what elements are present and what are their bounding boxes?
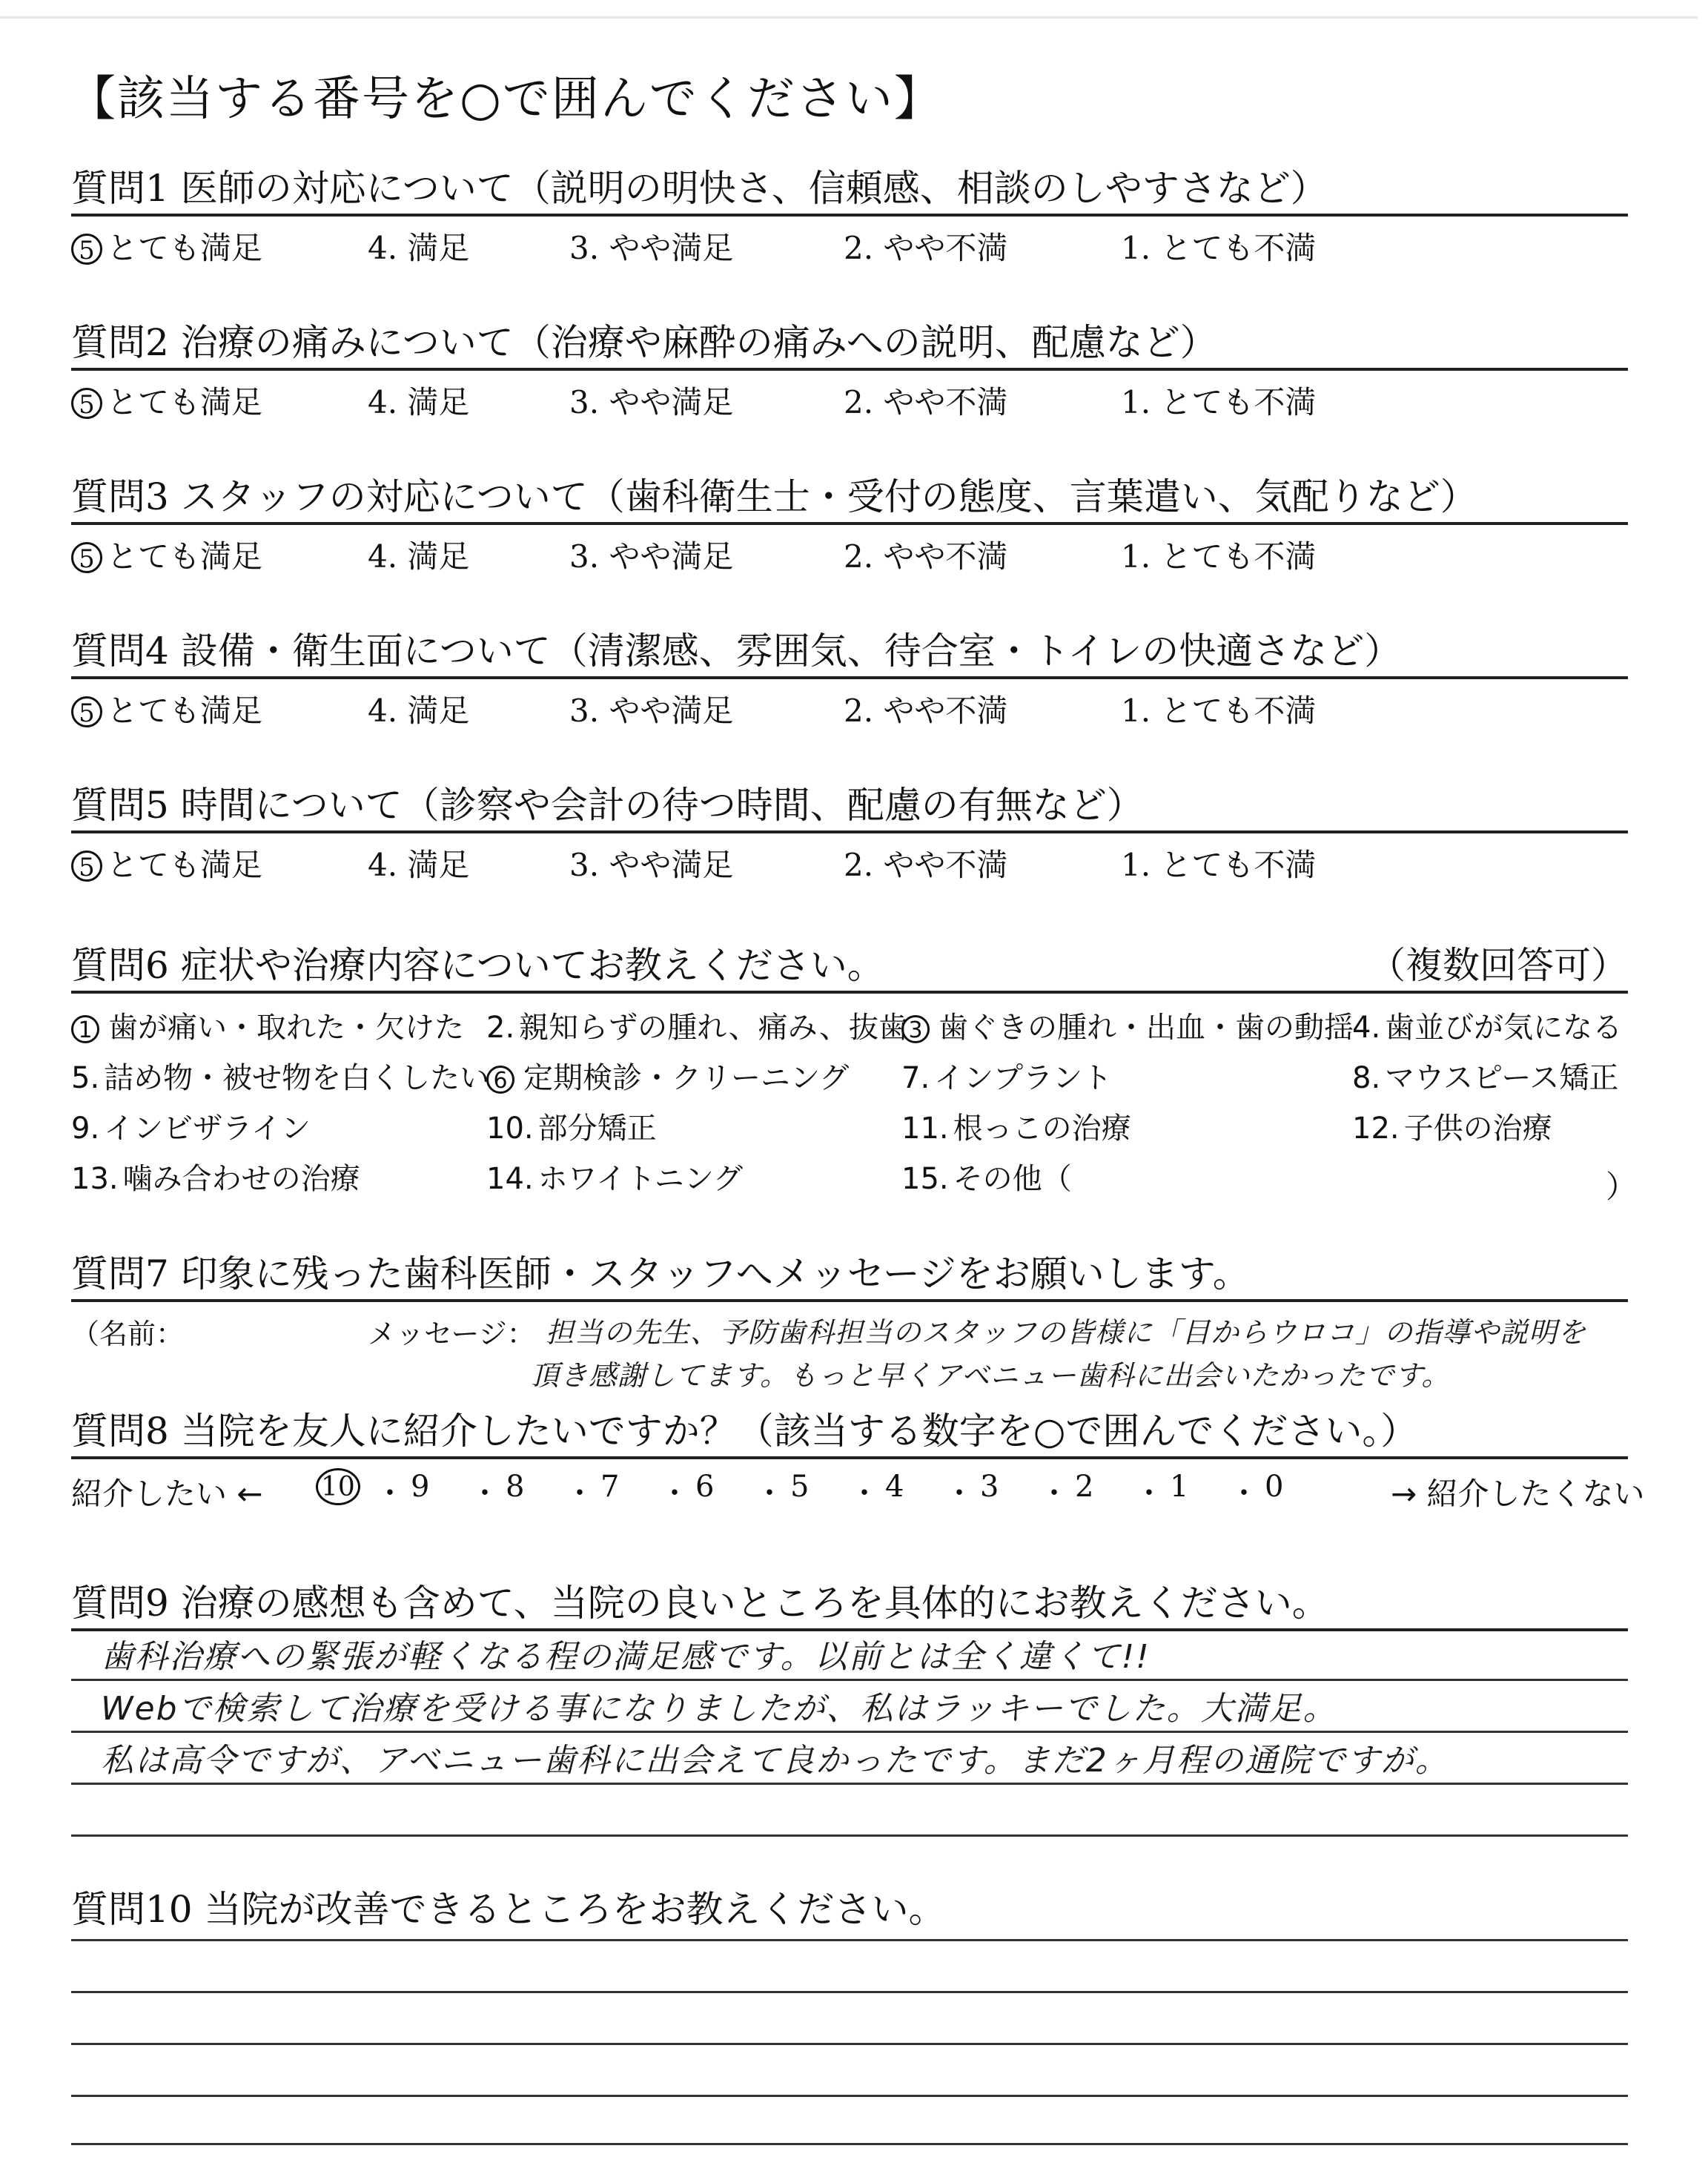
rating-option[interactable]: [844, 841, 1007, 885]
rating-option-label: 3. やや満足: [569, 693, 734, 729]
question-6-rule: [71, 991, 1628, 994]
rating-option-label: 3. やや満足: [569, 847, 734, 883]
rating-option-label: 3. やや満足: [569, 538, 734, 575]
rating-option-label: とても満足: [107, 230, 263, 266]
answer-line-1: 歯科治療への緊張が軽くなる程の満足感です。以前とは全く違くて!!: [101, 1638, 1151, 1676]
symptom-option[interactable]: [71, 1004, 464, 1046]
scale-separator: ・: [1229, 1476, 1259, 1510]
question-1: [71, 159, 1628, 270]
scale-value[interactable]: 5: [790, 1470, 810, 1504]
message-line-1: 担当の先生、予防歯科担当のスタッフの皆様に「目からウロコ」の指導や説明を: [546, 1316, 1587, 1349]
q10-rule-3: [71, 2043, 1628, 2045]
question-1-title: 質問1 医師の対応について（説明の明快さ、信頼感、相談のしやすさなど）: [71, 167, 1328, 210]
option-number: 10.: [486, 1112, 534, 1146]
scale-value-circled[interactable]: 10: [316, 1468, 360, 1505]
circled-number: 5: [71, 234, 102, 265]
rating-option-label: 2. やや不満: [844, 847, 1008, 883]
option-number: 11.: [901, 1112, 949, 1146]
option-number: 5.: [71, 1061, 100, 1095]
rating-option-label: とても満足: [107, 693, 263, 729]
rating-option-label: 1. とても不満: [1121, 230, 1317, 266]
question-7: [71, 1244, 1628, 1393]
question-8-title: 質問8 当院を友人に紹介したいですか？（該当する数字を○で囲んでください。）: [71, 1410, 1418, 1453]
answer-rule-4: [71, 1834, 1628, 1837]
recommend-right-label: → 紹介したくない: [1391, 1476, 1645, 1512]
symptom-option-label: 根っこの治療: [953, 1112, 1131, 1146]
message-line-2: 頂き感謝してます。もっと早くアベニュー歯科に出会いたかったです。: [531, 1359, 1451, 1392]
rating-option-label: 1. とても不満: [1121, 538, 1317, 575]
option-number: 2.: [486, 1011, 515, 1045]
question-7-rule: [71, 1299, 1628, 1302]
symptom-option[interactable]: [71, 1105, 311, 1147]
rating-option-label: 1. とても不満: [1121, 847, 1317, 883]
rating-option[interactable]: [71, 687, 262, 731]
scale-separator: ・: [565, 1476, 595, 1510]
question-4-rule: [71, 676, 1628, 679]
circled-number: 6: [486, 1066, 514, 1094]
symptom-option-label: 子供の治療: [1403, 1112, 1552, 1146]
symptom-option[interactable]: [486, 1105, 657, 1147]
rating-option-label: 4. 満足: [368, 847, 470, 883]
rating-option[interactable]: [1121, 687, 1316, 731]
question-6-title: 質問6 症状や治療内容についてお教えください。: [71, 944, 884, 987]
rating-option[interactable]: [569, 378, 733, 423]
question-6: [71, 936, 1638, 1232]
question-4-title: 質問4 設備・衛生面について（清潔感、雰囲気、待合室・トイレの快適さなど）: [71, 630, 1402, 673]
symptom-option[interactable]: [901, 1105, 1131, 1147]
q10-rule-5: [71, 2143, 1628, 2145]
rating-option[interactable]: [569, 687, 733, 731]
question-2-title: 質問2 治療の痛みについて（治療や麻酔の痛みへの説明、配慮など）: [71, 321, 1217, 364]
option-number: 7.: [901, 1061, 930, 1095]
question-2-rule: [71, 368, 1628, 371]
question-4: [71, 621, 1628, 733]
scale-separator: ・: [375, 1476, 405, 1510]
symptom-option[interactable]: [1352, 1105, 1552, 1147]
rating-option[interactable]: [844, 378, 1007, 423]
scale-value[interactable]: 9: [411, 1470, 430, 1504]
question-5: [71, 776, 1628, 887]
circled-number: 5: [71, 388, 102, 419]
rating-option-label: 4. 満足: [368, 538, 470, 575]
rating-option[interactable]: [844, 224, 1007, 268]
symptom-option[interactable]: [1352, 1004, 1622, 1046]
scale-value[interactable]: 4: [885, 1470, 904, 1504]
scale-separator: ・: [1134, 1476, 1164, 1510]
option-number: 4.: [1352, 1011, 1381, 1045]
symptom-option[interactable]: [71, 1054, 489, 1097]
symptom-option[interactable]: [901, 1054, 1112, 1097]
symptom-option-label: その他（: [953, 1162, 1072, 1196]
answer-rule-3: [71, 1783, 1628, 1785]
symptom-option-label: 親知らずの腫れ、痛み、抜歯: [519, 1011, 908, 1045]
question-2: [71, 313, 1628, 424]
rating-option[interactable]: [368, 224, 469, 268]
question-7-title: 質問7 印象に残った歯科医師・スタッフへメッセージをお願いします。: [71, 1252, 1250, 1295]
symptom-option[interactable]: [486, 1155, 743, 1198]
rating-option-label: 2. やや不満: [844, 693, 1008, 729]
symptom-option-label: 歯が痛い・取れた・欠けた: [108, 1011, 464, 1045]
q10-rule-4: [71, 2095, 1628, 2097]
rating-option[interactable]: [1121, 841, 1316, 885]
answer-line-2: Webで検索して治療を受ける事になりましたが、私はラッキーでした。大満足。: [101, 1690, 1337, 1728]
circled-number: 5: [71, 851, 102, 882]
rating-option-label: 4. 満足: [368, 384, 470, 420]
scale-value[interactable]: 0: [1265, 1470, 1284, 1504]
answer-rule-2: [71, 1731, 1628, 1733]
symptom-option[interactable]: [486, 1004, 908, 1046]
rating-option-label: 4. 満足: [368, 693, 470, 729]
rating-option-label: 3. やや満足: [569, 230, 734, 266]
scan-edge: [0, 16, 1698, 19]
option-number: 8.: [1352, 1061, 1381, 1095]
circled-number: 3: [901, 1015, 930, 1043]
symptom-option-label: 噛み合わせの治療: [122, 1162, 360, 1196]
rating-option[interactable]: [569, 841, 733, 885]
question-8: [71, 1401, 1645, 1513]
symptom-option-label: 部分矯正: [537, 1112, 657, 1146]
rating-option[interactable]: [569, 532, 733, 577]
symptom-option-label: ホワイトニング: [537, 1162, 744, 1196]
rating-option-label: 1. とても不満: [1121, 384, 1317, 420]
question-1-rule: [71, 214, 1628, 217]
scale-value[interactable]: 2: [1075, 1470, 1094, 1504]
page-header: 【該当する番号を○で囲んでください】: [68, 72, 943, 127]
rating-option[interactable]: [1121, 532, 1316, 577]
scale-separator: ・: [755, 1476, 784, 1510]
option-number: 13.: [71, 1162, 119, 1196]
rating-option[interactable]: [368, 532, 469, 577]
rating-option[interactable]: [368, 841, 469, 885]
rating-option-label: とても満足: [107, 384, 263, 420]
answer-rule-1: [71, 1679, 1628, 1681]
other-close-paren: ）: [1606, 1169, 1638, 1205]
scale-value[interactable]: 3: [980, 1470, 999, 1504]
question-5-rule: [71, 830, 1628, 833]
scale-separator: ・: [944, 1476, 974, 1510]
scale-value[interactable]: 7: [600, 1470, 620, 1504]
symptom-option[interactable]: [901, 1155, 1072, 1198]
option-number: 15.: [901, 1162, 949, 1196]
rating-option[interactable]: [1121, 378, 1316, 423]
circled-number: 5: [71, 542, 102, 573]
rating-option-label: とても満足: [107, 847, 263, 883]
rating-option[interactable]: [1121, 224, 1316, 268]
rating-option[interactable]: [844, 687, 1007, 731]
rating-option-label: 3. やや満足: [569, 384, 734, 420]
rating-option[interactable]: [569, 224, 733, 268]
rating-option-label: 4. 満足: [368, 230, 470, 266]
symptom-option-label: 歯ぐきの腫れ・出血・歯の動揺: [939, 1011, 1354, 1045]
rating-option-label: 2. やや不満: [844, 230, 1008, 266]
circled-number: 5: [71, 696, 102, 727]
symptom-option-label: インビザライン: [104, 1112, 311, 1146]
rating-option[interactable]: [71, 841, 262, 885]
q10-rule-1: [71, 1939, 1628, 1941]
rating-option-label: 1. とても不満: [1121, 693, 1317, 729]
question-10-title: 質問10 当院が改善できるところをお教えください。: [71, 1888, 946, 1931]
name-label: （名前：: [71, 1318, 185, 1350]
symptom-option[interactable]: [71, 1155, 360, 1198]
symptom-option-label: 歯並びが気になる: [1385, 1011, 1623, 1045]
scale-value[interactable]: 8: [506, 1470, 525, 1504]
rating-option-label: 2. やや不満: [844, 384, 1008, 420]
rating-option[interactable]: [71, 378, 262, 423]
answer-line-3: 私は高令ですが、アベニュー歯科に出会えて良かったです。まだ2ヶ月程の通院ですが。: [101, 1742, 1449, 1780]
rating-option-label: とても満足: [107, 538, 263, 575]
rating-option[interactable]: [71, 532, 262, 577]
rating-option[interactable]: [368, 687, 469, 731]
question-5-title: 質問5 時間について（診察や会計の待つ時間、配慮の有無など）: [71, 784, 1144, 827]
symptom-option-label: インプラント: [934, 1061, 1113, 1095]
rating-option[interactable]: [368, 378, 469, 423]
rating-option[interactable]: [844, 532, 1007, 577]
recommend-left-label: 紹介したい ←: [71, 1476, 263, 1512]
scale-value[interactable]: 1: [1170, 1470, 1189, 1504]
symptom-option-label: マウスピース矯正: [1385, 1061, 1619, 1095]
rating-option-label: 2. やや不満: [844, 538, 1008, 575]
rating-option[interactable]: [71, 224, 262, 268]
question-9: [71, 1573, 1628, 1855]
scale-value[interactable]: 6: [695, 1470, 715, 1504]
scale-separator: ・: [1039, 1476, 1069, 1510]
question-9-title: 質問9 治療の感想も含めて、当院の良いところを具体的にお教えください。: [71, 1582, 1329, 1625]
circled-number: 1: [71, 1015, 99, 1043]
symptom-option-label: 詰め物・被せ物を白くしたい: [104, 1061, 490, 1095]
scale-separator: ・: [850, 1476, 879, 1510]
question-8-rule: [71, 1456, 1628, 1459]
symptom-option[interactable]: [486, 1054, 849, 1097]
recommend-scale: [316, 1470, 1368, 1514]
scale-separator: ・: [470, 1476, 500, 1510]
option-number: 12.: [1352, 1112, 1400, 1146]
question-3: [71, 467, 1628, 578]
option-number: 14.: [486, 1162, 534, 1196]
question-10: [71, 1880, 1628, 2154]
symptom-option[interactable]: [1352, 1054, 1618, 1097]
question-3-rule: [71, 522, 1628, 525]
message-label: メッセージ：: [368, 1318, 535, 1350]
scale-separator: ・: [660, 1476, 689, 1510]
option-number: 9.: [71, 1112, 100, 1146]
q10-rule-2: [71, 1991, 1628, 1993]
question-3-title: 質問3 スタッフの対応について（歯科衛生士・受付の態度、言葉遣い、気配りなど）: [71, 475, 1477, 518]
symptom-option[interactable]: [901, 1004, 1354, 1046]
symptom-option-label: 定期検診・クリーニング: [523, 1061, 850, 1095]
multi-answer-note: （複数回答可）: [1368, 944, 1628, 987]
